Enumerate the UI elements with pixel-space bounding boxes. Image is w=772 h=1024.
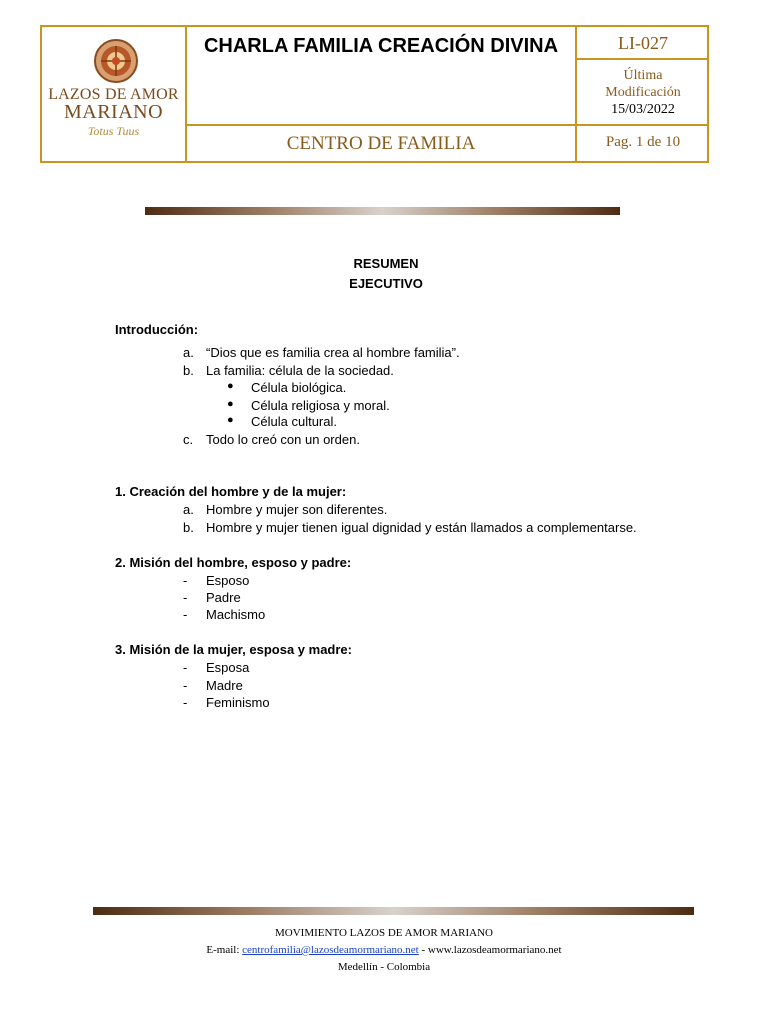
list-item: Célula cultural. xyxy=(251,414,337,429)
list-item: “Dios que es familia crea al hombre familia”. xyxy=(206,345,460,360)
list-marker: - xyxy=(183,573,188,588)
list-marker: - xyxy=(183,660,188,675)
list-item: Esposo xyxy=(206,573,250,588)
modified-date: 15/03/2022 xyxy=(611,102,675,117)
section3-heading: 3. Misión de la mujer, esposa y madre: xyxy=(115,642,352,657)
list-marker: b. xyxy=(183,520,194,535)
summary-heading-1: RESUMEN xyxy=(353,256,419,271)
footer-org: MOVIMIENTO LAZOS DE AMOR MARIANO xyxy=(275,927,493,939)
section1-heading: 1. Creación del hombre y de la mujer: xyxy=(115,484,347,499)
list-item: Padre xyxy=(206,590,241,605)
logo-text-line2: MARIANO xyxy=(63,101,164,123)
footer-separator: - xyxy=(418,944,428,956)
list-marker: - xyxy=(183,607,188,622)
list-item: Célula biológica. xyxy=(251,380,347,395)
bullet-icon: ● xyxy=(227,414,234,426)
list-marker: c. xyxy=(183,432,194,447)
list-item: Machismo xyxy=(206,607,266,622)
intro-heading: Introducción: xyxy=(115,322,199,337)
footer-city: Medellín - Colombia xyxy=(337,961,431,973)
list-item: Hombre y mujer son diferentes. xyxy=(206,502,388,517)
list-item: Todo lo creó con un orden. xyxy=(206,432,360,447)
footer-website: www.lazosdeamormariano.net xyxy=(427,944,562,956)
list-marker: - xyxy=(183,590,188,605)
list-marker: a. xyxy=(183,345,194,360)
list-item: Esposa xyxy=(206,660,250,675)
footer-contact xyxy=(0,944,768,956)
bullet-icon: ● xyxy=(227,380,234,392)
list-item: La familia: célula de la sociedad. xyxy=(206,363,394,378)
list-item: Célula religiosa y moral. xyxy=(251,398,390,413)
list-marker: b. xyxy=(183,363,194,378)
document-code: LI-027 xyxy=(618,33,668,53)
modified-label-2: Modificación xyxy=(605,85,681,100)
list-item: Madre xyxy=(206,678,243,693)
logo-text-line1: LAZOS DE AMOR xyxy=(48,86,179,103)
modified-label-1: Última xyxy=(623,68,663,83)
summary-heading-2: EJECUTIVO xyxy=(349,276,423,291)
footer-email-label: E-mail: xyxy=(206,944,243,956)
list-item: Feminismo xyxy=(206,695,270,710)
list-marker: a. xyxy=(183,502,194,517)
logo-tagline: Totus Tuus xyxy=(87,124,140,138)
page-number: Pag. 1 de 10 xyxy=(605,134,681,150)
list-marker: - xyxy=(183,678,188,693)
section2-heading: 2. Misión del hombre, esposo y padre: xyxy=(115,555,352,570)
list-marker: - xyxy=(183,695,188,710)
section-name: CENTRO DE FAMILIA xyxy=(286,133,476,154)
footer-email-link[interactable]: centrofamilia@lazosdeamormariano.net xyxy=(242,944,419,956)
bullet-icon: ● xyxy=(227,398,234,410)
document-title: CHARLA FAMILIA CREACIÓN DIVINA xyxy=(203,35,559,57)
list-item: Hombre y mujer tienen igual dignidad y están llamados a complementarse. xyxy=(206,520,637,535)
